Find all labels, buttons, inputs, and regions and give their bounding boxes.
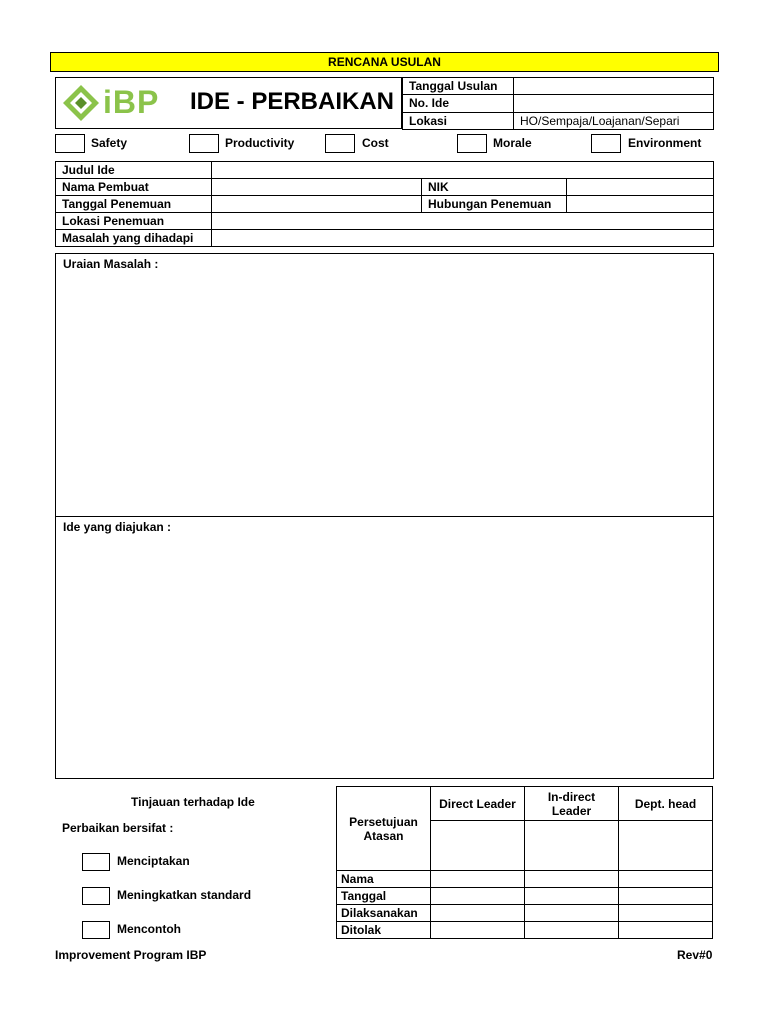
ibp-logo-icon xyxy=(62,84,100,122)
dept-head-header: Dept. head xyxy=(619,787,713,821)
cost-checkbox[interactable] xyxy=(325,134,355,153)
meta-label: Tanggal Usulan xyxy=(403,78,514,95)
lokasi-penemuan-field[interactable] xyxy=(212,213,714,230)
footer-program: Improvement Program IBP xyxy=(55,948,207,962)
productivity-checkbox[interactable] xyxy=(189,134,219,153)
ibp-logo-text: iBP xyxy=(103,84,160,120)
approval-cell[interactable] xyxy=(619,905,713,922)
tanggal-usulan-field[interactable] xyxy=(514,78,714,95)
dilaksanakan-row-label: Dilaksanakan xyxy=(337,905,431,922)
indirect-leader-signature[interactable] xyxy=(525,821,619,871)
ide-diajukan-box[interactable] xyxy=(55,516,714,779)
info-table xyxy=(55,161,714,247)
approval-cell[interactable] xyxy=(619,922,713,939)
no-ide-field[interactable] xyxy=(514,95,714,112)
nama-row-label: Nama xyxy=(337,871,431,888)
safety-label: Safety xyxy=(91,136,128,150)
approval-table xyxy=(336,786,713,939)
meta-row-no-ide xyxy=(403,95,714,112)
direct-leader-signature[interactable] xyxy=(431,821,525,871)
menciptakan-checkbox[interactable] xyxy=(82,853,110,871)
meta-row-tanggal-usulan xyxy=(403,78,714,95)
nama-pembuat-field[interactable] xyxy=(212,179,422,196)
cost-label: Cost xyxy=(362,136,389,150)
approval-cell[interactable] xyxy=(525,905,619,922)
approval-cell[interactable] xyxy=(525,871,619,888)
footer-revision: Rev#0 xyxy=(677,948,713,962)
indirect-leader-header: In-direct Leader xyxy=(525,787,619,821)
approval-cell[interactable] xyxy=(431,871,525,888)
tanggal-row-label: Tanggal xyxy=(337,888,431,905)
meta-table xyxy=(402,77,714,130)
approval-cell[interactable] xyxy=(525,922,619,939)
morale-label: Morale xyxy=(493,136,532,150)
lokasi-penemuan-label: Lokasi Penemuan xyxy=(56,213,212,230)
environment-label: Environment xyxy=(628,136,702,150)
review-title: Tinjauan terhadap Ide xyxy=(131,795,255,809)
uraian-masalah-label: Uraian Masalah : xyxy=(63,257,159,271)
judul-ide-label: Judul Ide xyxy=(56,162,212,179)
meta-row-lokasi xyxy=(403,112,714,129)
nik-field[interactable] xyxy=(567,179,714,196)
meningkatkan-standard-label: Meningkatkan standard xyxy=(117,888,252,902)
masalah-label: Masalah yang dihadapi xyxy=(56,230,212,247)
nik-label: NIK xyxy=(422,179,567,196)
dept-head-signature[interactable] xyxy=(619,821,713,871)
hubungan-penemuan-field[interactable] xyxy=(567,196,714,213)
tanggal-penemuan-field[interactable] xyxy=(212,196,422,213)
approval-cell[interactable] xyxy=(431,922,525,939)
approval-cell[interactable] xyxy=(619,871,713,888)
persetujuan-atasan-label: Persetujuan Atasan xyxy=(337,787,431,871)
nama-pembuat-label: Nama Pembuat xyxy=(56,179,212,196)
ide-diajukan-label: Ide yang diajukan : xyxy=(63,520,172,534)
safety-checkbox[interactable] xyxy=(55,134,85,153)
hubungan-penemuan-label: Hubungan Penemuan xyxy=(422,196,567,213)
judul-ide-field[interactable] xyxy=(212,162,714,179)
approval-cell[interactable] xyxy=(525,888,619,905)
lokasi-field[interactable]: HO/Sempaja/Loajanan/Separi xyxy=(514,112,714,129)
menciptakan-label: Menciptakan xyxy=(117,854,190,868)
mencontoh-checkbox[interactable] xyxy=(82,921,110,939)
morale-checkbox[interactable] xyxy=(457,134,487,153)
meta-label: Lokasi xyxy=(403,112,514,129)
form-title: IDE - PERBAIKAN xyxy=(190,88,395,115)
meningkatkan-standard-checkbox[interactable] xyxy=(82,887,110,905)
meta-label: No. Ide xyxy=(403,95,514,112)
form-banner: RENCANA USULAN xyxy=(50,52,719,72)
approval-cell[interactable] xyxy=(431,888,525,905)
ditolak-row-label: Ditolak xyxy=(337,922,431,939)
uraian-masalah-box[interactable] xyxy=(55,253,714,517)
productivity-label: Productivity xyxy=(225,136,295,150)
masalah-field[interactable] xyxy=(212,230,714,247)
approval-cell[interactable] xyxy=(431,905,525,922)
mencontoh-label: Mencontoh xyxy=(117,922,181,936)
tanggal-penemuan-label: Tanggal Penemuan xyxy=(56,196,212,213)
environment-checkbox[interactable] xyxy=(591,134,621,153)
perbaikan-bersifat-label: Perbaikan bersifat : xyxy=(62,821,174,835)
approval-cell[interactable] xyxy=(619,888,713,905)
direct-leader-header: Direct Leader xyxy=(431,787,525,821)
